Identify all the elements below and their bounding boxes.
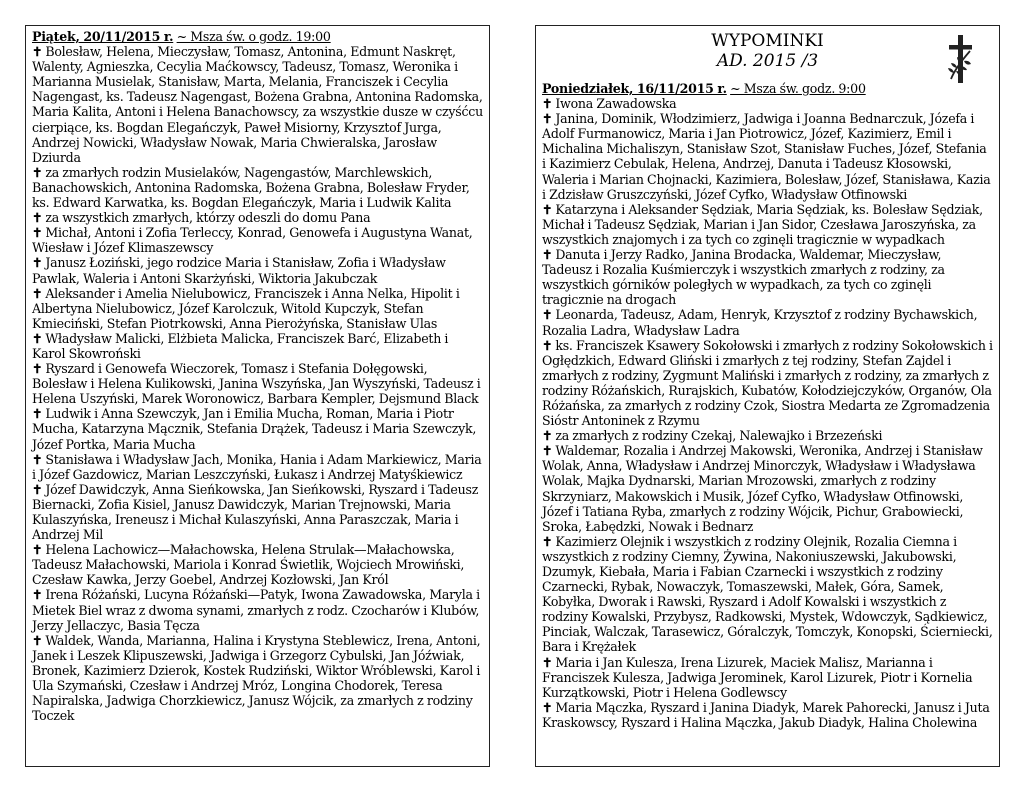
entry-text: Bolesław, Helena, Mieczysław, Tomasz, Antonina, Edmunt Naskręt, Walenty, Agnieszka, Cecylia Maćkowscy, Tadeusz, Tomasz, Weronika i Marianna Musielak, Stanisław, Marta, Melania, Franciszek i Cecylia Nagengast, ks. Tadeusz Nagengast, Bożena Grabna, Antonina Radomska, Maria Kalita, Antoni i Helena Banachowscy, za wszystkie dusze w czyśćcu cierpiące, ks. Bogdan Elegańczyk, Paweł Misiorny, Krzysztof Jurga, Andrzej Nowicki, Władysław Nowak, Maria Chwieralska, Jarosław Dziurda [32, 44, 483, 165]
entry-text: Katarzyna i Aleksander Sędziak, Maria Sędziak, ks. Bolesław Sędziak, Michał i Tadeusz Sędziak, Marian i Jan Sidor, Czesława Jaroszyńska, za wszystkich znajomych i za tych co zginęli tragicznie w wypadkach [542, 201, 983, 247]
entry-text: Maria Mączka, Ryszard i Janina Diadyk, Marek Pahorecki, Janusz i Juta Kraskowscy, Ryszard i Halina Mączka, Jakub Diadyk, Halina Cholewina [542, 699, 990, 730]
entry-text: Józef Dawidczyk, Anna Sieńkowska, Jan Sieńkowski, Ryszard i Tadeusz Biernacki, Zofia Kisiel, Janusz Dawidczyk, Marian Trejnowski, Maria Kulaszyńska, Ireneusz i Michał Kulaszyński, Anna Paraszczak, Maria i Andrzej Mil [32, 481, 479, 543]
cross-icon: ✝ [32, 451, 43, 467]
right-day: Poniedziałek, 16/11/2015 r. [542, 81, 727, 96]
entry-text: Helena Lachowicz—Małachowska, Helena Strulak—Małachowska, Tadeusz Małachowski, Mariola i Konrad Świetlik, Wojciech Mrowiński, Czesław Kawka, Jerzy Goebel, Andrzej Kozłowski, Jan Król [32, 542, 465, 588]
entry-text: za wszystkich zmarłych, którzy odeszli do domu Pana [45, 210, 371, 226]
prayer-entry [542, 338, 993, 429]
entry-text: Stanisława i Władysław Jach, Monika, Hania i Adam Markiewicz, Maria i Józef Gazdowicz, Marian Leszczyński, Łukasz i Andrzej Matyśkiewicz [32, 451, 482, 482]
cross-icon: ✝ [542, 654, 553, 670]
prayer-entry [542, 655, 993, 700]
entry-text: Iwona Zawadowska [555, 96, 677, 112]
left-day: Piątek, 20/11/2015 r. [32, 29, 174, 44]
prayer-entry [32, 542, 483, 587]
left-mass-time: ~ Msza św. o godz. 19:00 [176, 29, 331, 44]
cross-icon: ✝ [32, 164, 43, 180]
cross-icon: ✝ [32, 587, 43, 603]
prayer-entry [32, 452, 483, 482]
cross-icon: ✝ [542, 533, 553, 549]
cross-icon: ✝ [542, 247, 553, 263]
entry-text: Janusz Łoziński, jego rodzice Maria i Stanisław, Zofia i Władysław Pawlak, Waleria i Antoni Skarżyński, Wiktoria Jakubczak [32, 255, 446, 286]
prayer-entry [542, 443, 993, 534]
right-text [542, 81, 993, 730]
entry-text: Kazimierz Olejnik i wszystkich z rodziny Olejnik, Rozalia Ciemna i wszystkich z rodziny Ciemny, Żywina, Nakoniuszewski, Jakubowski, Dzumyk, Kiebała, Maria i Fabian Czarnecki i wszystkich z rodziny Czarnecki, Rybak, Nowaczyk, Tomaszewski, Małek, Góra, Samek, Kobyłka, Dworak i Rawski, Ryszard i Adolf Kowalski i wszystkich z rodziny Kowalski, Przybysz, Radkowski, Mystek, Wdowczyk, Sądkiewicz, Pinciak, Walczak, Tarasewicz, Góralczyk, Tomczyk, Konopski, Ścierniecki, Bara i Krężałek [542, 533, 993, 655]
prayer-entry [32, 286, 483, 331]
cross-icon: ✝ [32, 632, 43, 648]
prayer-entry [32, 406, 483, 451]
left-text [32, 29, 483, 723]
cross-icon: ✝ [32, 330, 43, 346]
cross-icon: ✝ [32, 361, 43, 377]
cross-icon: ✝ [542, 699, 553, 715]
entry-text: Maria i Jan Kulesza, Irena Lizurek, Maciek Malisz, Marianna i Franciszek Kulesza, Jadwiga Jerominek, Karol Lizurek, Piotr i Kornelia Kurzątkowski, Piotr i Helena Godlewscy [542, 654, 973, 700]
cross-icon: ✝ [542, 201, 553, 217]
prayer-entry [32, 633, 483, 724]
entry-text: Michał, Antoni i Zofia Terleccy, Konrad, Genowefa i Augustyna Wanat, Wiesław i Józef Klimaszewscy [32, 225, 473, 256]
cross-with-palm-icon [943, 33, 979, 85]
prayer-entry [32, 210, 483, 225]
entry-text: za zmarłych z rodziny Czekaj, Nalewajko i Brzezeński [555, 428, 883, 444]
prayer-entry [32, 587, 483, 632]
entry-text: Irena Różański, Lucyna Różański—Patyk, Iwona Zawadowska, Maryla i Mietek Biel wraz z dwoma synami, zmarłych z rodz. Czocharów i Klubów, Jerzy Jellaczyc, Basia Tęcza [32, 587, 480, 633]
entry-text: Waldek, Wanda, Marianna, Halina i Krystyna Steblewicz, Irena, Antoni, Janek i Leszek Klipuszewski, Jadwiga i Grzegorz Cybulski, Jan Jóźwiak, Bronek, Kazimierz Dzierok, Kostek Rudziński, Wiktor Wróblewski, Karol i Ula Szymański, Czesław i Andrzej Mróz, Longina Chodorek, Teresa Napiralska, Jadwiga Chorzkiewicz, Janusz Wójcik, za zmarłych z rodziny Toczek [32, 632, 481, 724]
left-entries [32, 44, 483, 723]
prayer-entry [32, 44, 483, 165]
left-day-heading [32, 29, 483, 44]
prayer-entry [542, 428, 993, 443]
page-title: WYPOMINKI [711, 31, 824, 51]
entry-text: Ludwik i Anna Szewczyk, Jan i Emilia Mucha, Roman, Maria i Piotr Mucha, Katarzyna Mącznik, Stefania Drążek, Tadeusz i Maria Szewczyk, Józef Portka, Maria Mucha [32, 406, 477, 452]
right-mass-time: ~ Msza św. godz. 9:00 [730, 81, 866, 96]
cross-icon: ✝ [542, 96, 553, 112]
prayer-entry [542, 111, 993, 202]
prayer-entry [32, 331, 483, 361]
cross-icon: ✝ [32, 255, 43, 271]
prayer-entry [32, 165, 483, 210]
prayer-entry [32, 225, 483, 255]
entry-text: Aleksander i Amelia Nielubowicz, Franciszek i Anna Nelka, Hipolit i Albertyna Nielubowicz, Józef Karolczuk, Witold Kupczyk, Stefan Kmieciński, Stefan Piotrkowski, Anna Pierożyńska, Stanisław Ulas [32, 285, 460, 331]
prayer-entry [542, 96, 993, 111]
cross-icon: ✝ [32, 542, 43, 558]
prayer-entry [32, 482, 483, 542]
cross-icon: ✝ [542, 337, 553, 353]
entry-text: Leonarda, Tadeusz, Adam, Henryk, Krzysztof z rodziny Bychawskich, Rozalia Ladra, Władysław Ladra [542, 307, 978, 338]
prayer-entry [32, 255, 483, 285]
prayer-entry [32, 361, 483, 406]
page-subtitle: AD. 2015 /3 [716, 51, 819, 71]
cross-icon: ✝ [32, 210, 43, 226]
entry-text: Janina, Dominik, Włodzimierz, Jadwiga i Joanna Bednarczuk, Józefa i Adolf Furmanowicz, Maria i Jan Piotrowicz, Józef, Kazimierz, Emil i Michalina Michaliszyn, Stanisław Szot, Stanisław Fuches, Józef, Stefania i Kazimierz Cebulak, Helena, Andrzej, Danuta i Tadeusz Kłosowski, Waleria i Marian Chojnacki, Kazimiera, Bolesław, Józef, Stanisława, Kazia i Zdzisław Gruszczyński, Józef Cyfko, Władysław Otfinowski [542, 111, 991, 202]
cross-icon: ✝ [32, 285, 43, 301]
entry-text: Ryszard i Genowefa Wieczorek, Tomasz i Stefania Dołęgowski, Bolesław i Helena Kulikowski, Janina Wszyńska, Jan Wyszyński, Tadeusz i Helena Uszyński, Marek Woronowicz, Barbara Kempler, Dejsmund Black [32, 361, 481, 407]
cross-icon: ✝ [32, 44, 43, 60]
prayer-entry [542, 534, 993, 655]
right-column [535, 25, 1000, 767]
cross-icon: ✝ [542, 443, 553, 459]
cross-icon: ✝ [32, 481, 43, 497]
prayer-entry [542, 700, 993, 730]
prayer-entry [542, 202, 993, 247]
right-entries [542, 96, 993, 730]
entry-text: Władysław Malicki, Elżbieta Malicka, Franciszek Barć, Elizabeth i Karol Skowroński [32, 330, 449, 361]
right-day-heading [542, 81, 993, 96]
title-block [542, 29, 993, 79]
prayer-entry [542, 247, 993, 307]
cross-icon: ✝ [542, 428, 553, 444]
left-column [25, 25, 490, 767]
entry-text: Waldemar, Rozalia i Andrzej Makowski, Weronika, Andrzej i Stanisław Wolak, Anna, Władysław i Andrzej Minorczyk, Władysław i Władysława Wolak, Majka Dydnarski, Marian Mrozowski, zmarłych z rodziny Skrzyniarz, Makowskich i Musik, Józef Cyfko, Władysław Otfinowski, Józef i Tatiana Ryba, zmarłych z rodziny Wójcik, Pichur, Grabowiecki, Sroka, Łabędzki, Nowak i Bednarz [542, 443, 983, 534]
cross-icon: ✝ [542, 307, 553, 323]
cross-icon: ✝ [32, 406, 43, 422]
prayer-entry [542, 307, 993, 337]
entry-text: za zmarłych rodzin Musielaków, Nagengastów, Marchlewskich, Banachowskich, Antonina Radomska, Bożena Grabna, Bolesław Fryder, ks. Edward Karwatka, ks. Bogdan Elegańczyk, Maria i Ludwik Kalita [32, 164, 470, 211]
cross-icon: ✝ [542, 111, 553, 127]
entry-text: ks. Franciszek Ksawery Sokołowski i zmarłych z rodziny Sokołowskich i Ogłędzkich, Edward Gliński i zmarłych z tej rodziny, Stefan Zajdel i zmarłych z rodziny, Zygmunt Maliński i zmarłych z rodziny, za zmarłych z rodziny Różańskich, Rurajskich, Kubatów, Kołodziejczyków, Organów, Ola Różańska, za zmarłych z rodziny Czok, Siostra Medarta ze Zgromadzenia Sióstr Antoninek z Rzymu [542, 337, 993, 429]
entry-text: Danuta i Jerzy Radko, Janina Brodacka, Waldemar, Mieczysław, Tadeusz i Rozalia Kuśmierczyk i wszystkich zmarłych z rodziny, za wszystkich górników poległych w wypadkach, za tych co zginęli tragicznie na drogach [542, 247, 945, 308]
cross-icon: ✝ [32, 225, 43, 241]
